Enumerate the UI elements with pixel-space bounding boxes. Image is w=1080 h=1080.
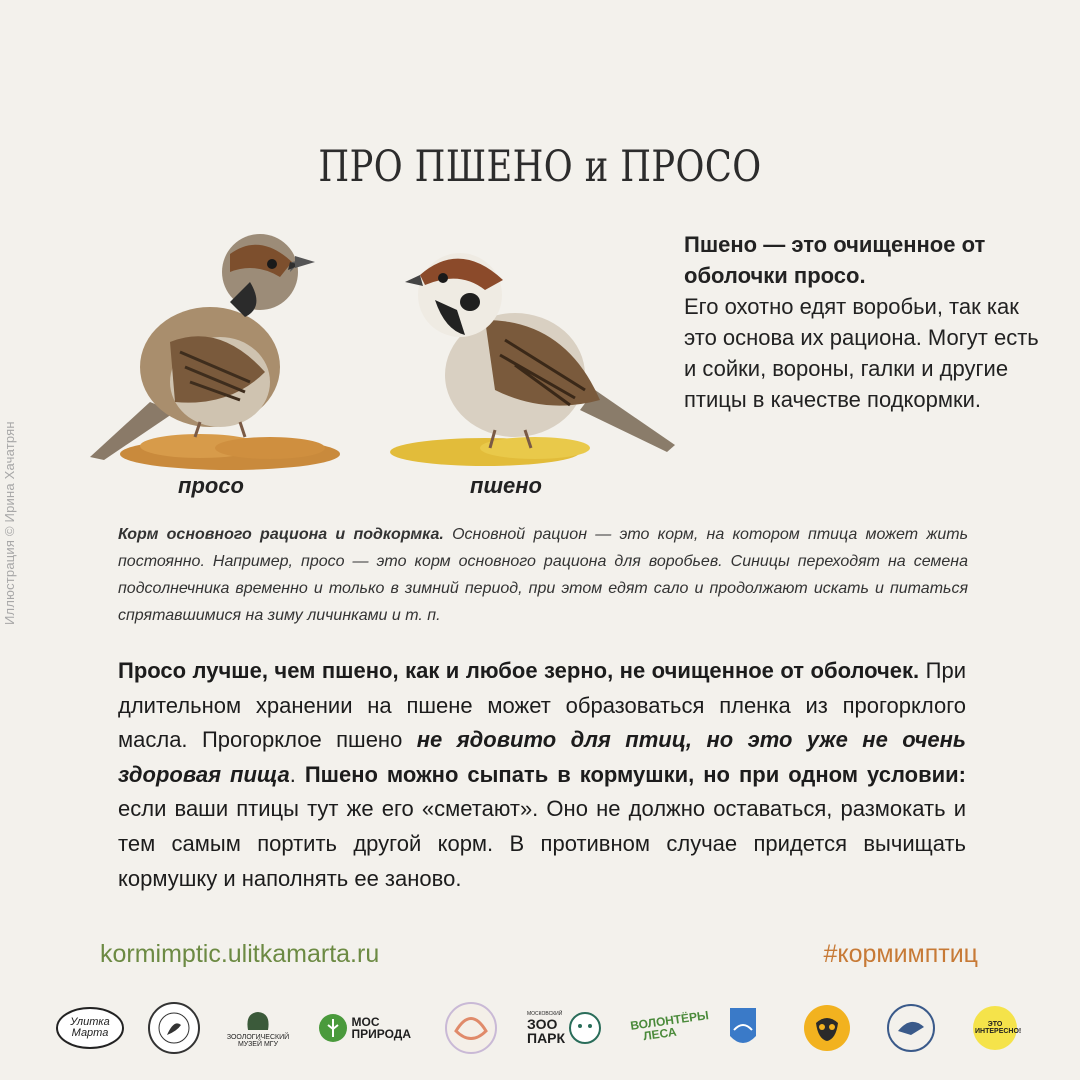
crane-emblem-icon [884,1001,938,1055]
manul-icon [567,1010,603,1046]
site-link[interactable]: kormimptic.ulitkamarta.ru [100,940,380,968]
logo-zoo-museum-text: ЗООЛОГИЧЕСКИЙ МУЗЕЙ МГУ [226,1034,290,1048]
main-text-3: если ваши птицы тут же его «сметают». Оно не должно оставаться, размокать и тем самым портить другой корм. В противном случае придется вычищать кормушку и наполнять ее заново. [118,796,966,891]
logo-ulitka-marta [55,996,125,1060]
main-text-2: . [289,761,305,787]
illustration-credit: Иллюстрация © Ирина Хачатрян [2,421,17,625]
definition-text: Его охотно едят воробьи, так как это основа их рациона. Могут есть и сойки, вороны, галки и другие птицы в качестве подкормки. [684,294,1039,412]
partner-logos [55,996,1030,1060]
tiger-icon [802,1003,852,1053]
logo-ulitka-text: Улитка Марта [70,1016,110,1039]
logo-tiger [792,996,862,1060]
sparrow-psheno-illustration [385,240,680,480]
note-text: Основной рацион — это корм, на котором птица может жить постоянно. Например, просо — это корм основного рациона для воробьев. Синицы переходят на семена подсолнечника временно и только в зимний период, при этом едят сало и продолжают искать и питаться спрятавшимися на зиму личинками и т. п. [118,526,969,624]
circle-emblem-icon [444,1001,498,1055]
main-bold-1: Просо лучше, чем пшено, как и любое зерно, не очищенное от оболочек. [118,658,920,683]
logo-circle-emblem [436,996,506,1060]
label-proso: просо [178,473,244,498]
main-bold-2: Пшено можно сыпать в кормушки, но при одном условии: [304,761,966,787]
logo-zoo-top-text: МОСКОВСКИЙ [527,1010,563,1017]
logo-nizhne-svirsky [876,996,946,1060]
zoo-museum-logo-icon [243,1008,273,1034]
logo-zoo-text: ЗОО ПАРК [527,1015,566,1046]
logo-volontery-text: ВОЛОНТЁРЫ ЛЕСА [629,1008,710,1044]
logo-eto-interesno [960,996,1030,1060]
sparrow-proso-illustration [80,232,360,482]
logo-blue-shield [708,996,778,1060]
birds-union-logo-icon [147,1001,201,1055]
logo-mospriroda [307,996,422,1060]
hashtag: #кормимптиц [823,940,978,968]
definition-block [684,229,1054,415]
main-paragraph [118,654,966,896]
note-bold: Корм основного рациона и подкормка. [118,526,444,543]
page-title: ПРО ПШЕНО и ПРОСО [318,142,762,192]
logo-mospriroda-text: МОС ПРИРОДА [351,1015,411,1041]
mospriroda-leaf-icon [318,1013,348,1043]
main-italic-1: не ядовито для птиц, но это уже не очень здоровая пища [118,727,966,787]
logo-eto-interesno-text: ЭТО ИНТЕРЕСНО! [975,1021,1022,1035]
diet-note [118,521,968,629]
logo-moscow-zoo [520,996,610,1060]
logo-birds-union [139,996,209,1060]
main-text-1: При длительном хранении на пшене может образоваться пленка из прогорклого масла. Прогорклое пшено [118,658,966,753]
blue-shield-icon [728,1006,758,1050]
label-psheno: пшено [470,473,542,498]
logo-volontery-lesa [624,996,710,1060]
definition-bold: Пшено — это очищенное от оболочки просо. [684,232,986,288]
logo-zoo-museum [223,996,293,1060]
